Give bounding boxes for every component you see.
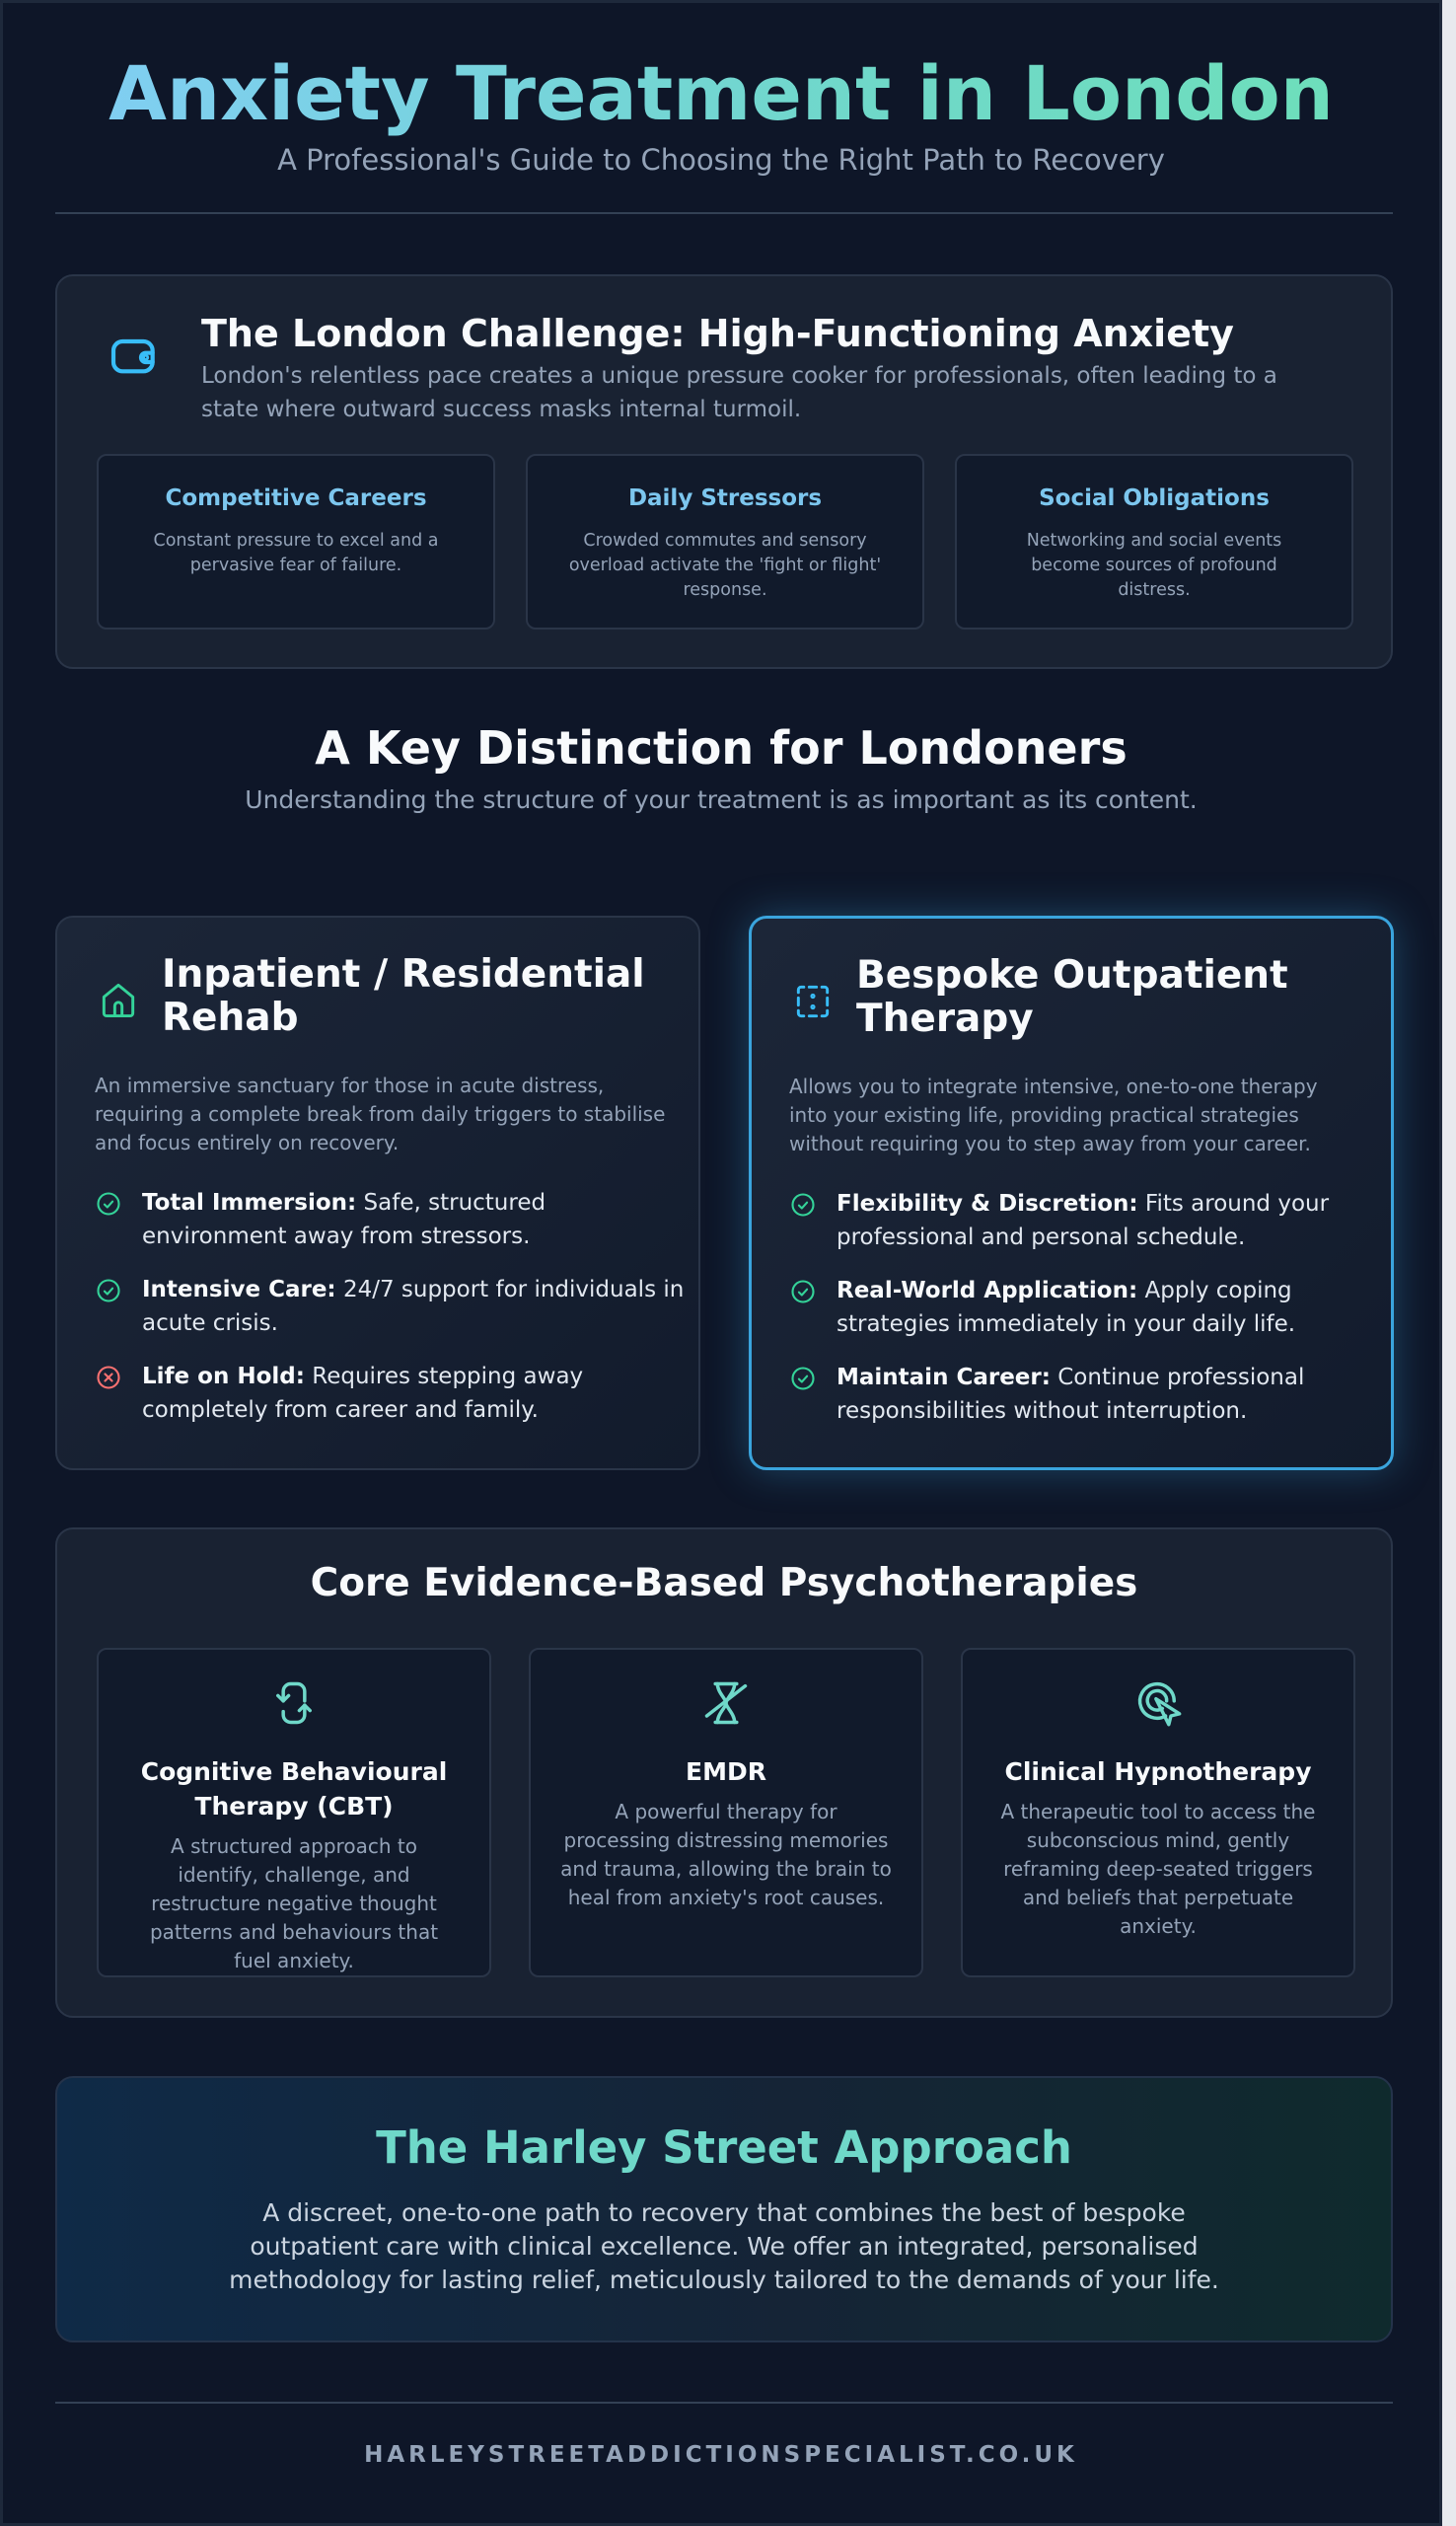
challenge-item [526,454,924,630]
check-circle-icon [95,1190,122,1218]
wallet-icon [107,328,162,383]
list-item [95,1186,696,1253]
challenge-title: The London Challenge: High-Functioning Anxiety [201,312,1234,355]
challenge-card [55,274,1393,669]
therapies-card [55,1527,1393,2018]
therapy-title: Clinical Hypnotherapy [1004,1757,1312,1786]
bullet-label: Real-World Application: [837,1278,1138,1303]
footer-site-link[interactable]: HARLEYSTREETADDICTIONSPECIALIST.CO.UK [364,2442,1078,2468]
page-subtitle: A Professional's Guide to Choosing the Right Path to Recovery [277,143,1165,177]
therapy-card [97,1648,491,1977]
check-circle-icon [789,1365,817,1392]
check-circle-icon [789,1191,817,1219]
bullet-text: 24/7 support for individuals in acute crisis. [142,1277,685,1336]
distinction-title: A Key Distinction for Londoners [315,721,1128,775]
bullet-label: Intensive Care: [142,1277,336,1302]
harley-text: A discreet, one-to-one path to recovery that combines the best of bespoke outpatient care with clinical excellence. We offer an integrated, personalised methodology for lasting relief, meticulously tailored to the demands of your life. [229,2198,1219,2294]
challenge-item [97,454,495,630]
x-circle-icon [95,1364,122,1391]
therapy-text: A therapeutic tool to access the subconscious mind, gently reframing deep-seated triggers and beliefs that perpetuate anxiety. [1000,1800,1316,1938]
bullet-text: Continue professional responsibilities without interruption. [837,1365,1305,1424]
inpatient-card [55,916,700,1470]
outpatient-description: Allows you to integrate intensive, one-to-one therapy into your existing life, providing practical strategies without requiring you to step away from your career. [789,1075,1318,1155]
page-title: Anxiety Treatment in London [3,46,1439,141]
bullet-label: Life on Hold: [142,1364,305,1389]
divider [55,212,1393,214]
outpatient-card [749,916,1394,1470]
hourglass-off-icon [700,1677,752,1729]
inpatient-description: An immersive sanctuary for those in acute distress, requiring a complete break from daily triggers to stabilise and focus entirely on recovery. [95,1074,666,1154]
challenge-item-title: Competitive Careers [165,485,427,511]
check-circle-icon [95,1277,122,1304]
check-circle-icon [789,1278,817,1305]
bullet-text: Fits around your professional and personal schedule. [837,1191,1330,1250]
distinction-subtitle: Understanding the structure of your treatment is as important as its content. [245,785,1198,814]
therapy-text: A structured approach to identify, challenge, and restructure negative thought patterns and behaviours that fuel anxiety. [149,1834,439,1972]
therapy-card [529,1648,923,1977]
harley-card [55,2076,1393,2342]
challenge-item [955,454,1353,630]
challenge-item-title: Daily Stressors [627,485,823,511]
refresh-icon [268,1677,320,1729]
pointer-target-icon [1132,1677,1184,1729]
list-item [789,1361,1391,1428]
therapy-title: Cognitive Behavioural Therapy (CBT) [140,1757,448,1820]
therapy-title: EMDR [686,1757,766,1786]
divider [55,2402,1393,2404]
challenge-item-title: Social Obligations [1039,485,1270,511]
header [3,46,1439,177]
outpatient-title: Bespoke Outpatient Therapy [856,953,1288,1041]
bullet-label: Total Immersion: [142,1190,357,1216]
bullet-text: Apply coping strategies immediately in your daily life. [837,1278,1296,1337]
therapy-text: A powerful therapy for processing distressing memories and trauma, allowing the brain to heal from anxiety's root causes. [560,1800,892,1909]
bullet-label: Maintain Career: [837,1365,1051,1390]
bullet-label: Flexibility & Discretion: [837,1191,1138,1217]
dice-icon [791,980,835,1023]
list-item [95,1360,696,1427]
bullet-text: Safe, structured environment away from stressors. [142,1190,546,1249]
list-item [789,1274,1391,1341]
therapy-card [961,1648,1355,1977]
therapies-title: Core Evidence-Based Psychotherapies [310,1561,1138,1605]
home-icon [97,979,140,1022]
list-item [789,1187,1391,1254]
challenge-item-text: Networking and social events become sources of profound distress. [1026,531,1282,600]
list-item [95,1273,696,1340]
challenge-item-text: Crowded commutes and sensory overload activate the 'fight or flight' response. [568,531,882,600]
harley-title: The Harley Street Approach [376,2121,1072,2174]
inpatient-title: Inpatient / Residential Rehab [162,952,645,1040]
challenge-description: London's relentless pace creates a unique pressure cooker for professionals, often leading to a state where outward success masks internal turmoil. [201,363,1277,422]
challenge-item-text: Constant pressure to excel and a pervasive fear of failure. [153,531,439,575]
bullet-text: Requires stepping away completely from career and family. [142,1364,584,1423]
